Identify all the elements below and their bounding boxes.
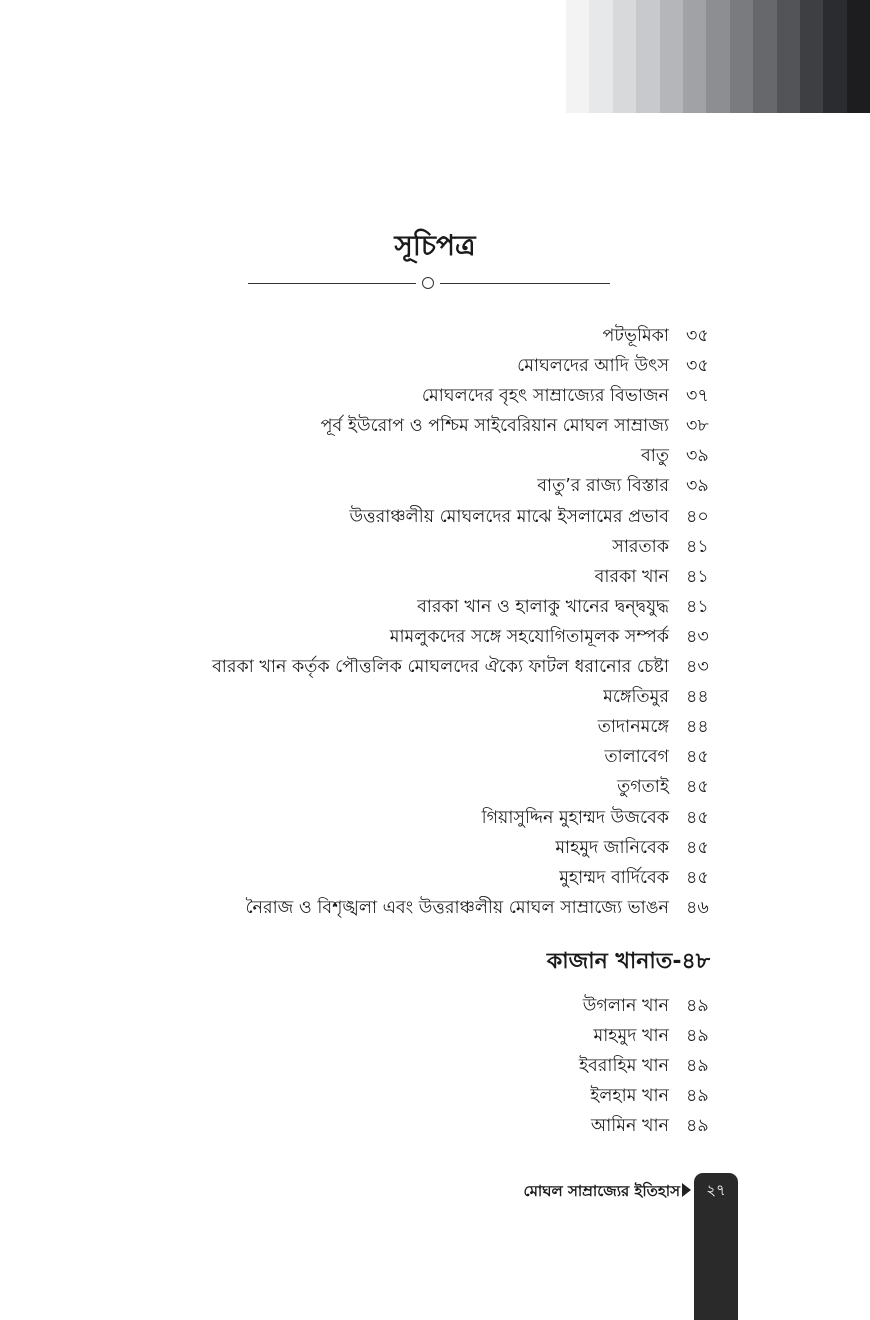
toc-entry-page: ৩৫ bbox=[686, 326, 709, 346]
page-number-tab bbox=[694, 1173, 738, 1320]
toc-entry-title: ইলহাম খান bbox=[590, 1086, 669, 1107]
footer-book-title: মোঘল সাম্রাজ্যের ইতিহাস bbox=[523, 1182, 680, 1200]
toc-entry[interactable] bbox=[0, 441, 870, 471]
toc-entry-page: ৪১ bbox=[686, 596, 709, 617]
toc-entry-title: মাহমুদ জানিবেক bbox=[555, 837, 669, 858]
toc-entry[interactable] bbox=[0, 532, 870, 562]
toc-entry-page: ৩৭ bbox=[686, 386, 709, 407]
gradient-swatch bbox=[753, 0, 776, 113]
toc-entry-page: ৪১ bbox=[686, 566, 709, 587]
toc-entry[interactable] bbox=[0, 592, 870, 622]
toc-entry-title: সারতাক bbox=[612, 536, 669, 557]
toc-entry[interactable] bbox=[0, 652, 870, 682]
toc-entry-title: মোঘলদের আদি উৎস bbox=[517, 356, 669, 377]
toc-entry-title: মাহমুদ খান bbox=[593, 1026, 669, 1047]
toc-entry-title: নৈরাজ ও বিশৃঙ্খলা এবং উত্তরাঞ্চলীয় মোঘল সাম্রাজ্যে ভাঙন bbox=[245, 897, 669, 918]
toc-entry-page: ৪৫ bbox=[686, 747, 709, 768]
toc-entry-page: ৩৯ bbox=[686, 446, 709, 467]
ornament-line-left bbox=[248, 283, 416, 284]
toc-entry[interactable] bbox=[0, 471, 870, 501]
footer-arrow-icon bbox=[682, 1183, 691, 1197]
toc-entry[interactable] bbox=[0, 1081, 870, 1111]
toc-entry-page: ৪৯ bbox=[686, 1026, 709, 1047]
toc-entry[interactable] bbox=[0, 712, 870, 742]
toc-entry-title: পটভূমিকা bbox=[602, 326, 669, 346]
toc-entry-page: ৪৫ bbox=[686, 837, 709, 858]
toc-entry-title: বারকা খান কর্তৃক পৌত্তলিক মোঘলদের ঐক্যে ফাটল ধরানোর চেষ্টা bbox=[212, 657, 669, 678]
gradient-swatch bbox=[683, 0, 706, 113]
toc-entry-title: উগলান খান bbox=[582, 996, 669, 1016]
toc-entry-page: ৩৫ bbox=[686, 356, 709, 377]
toc-entry[interactable] bbox=[0, 622, 870, 652]
toc-entry[interactable] bbox=[0, 381, 870, 411]
toc-entry-title: মঙ্গেতিমুর bbox=[603, 687, 669, 708]
toc-list bbox=[0, 321, 870, 923]
gradient-swatch bbox=[636, 0, 659, 113]
gradient-swatch bbox=[566, 0, 589, 113]
toc-entry[interactable] bbox=[0, 772, 870, 802]
toc-entry-page: ৪৫ bbox=[686, 777, 709, 798]
toc-entry-title: তাদানমঙ্গে bbox=[597, 717, 669, 738]
toc-entry-title: আমিন খান bbox=[590, 1116, 669, 1137]
toc-entry-page: ৪০ bbox=[686, 506, 709, 527]
toc-entry-title: বারকা খান ও হালাকু খানের দ্বন্দ্বযুদ্ধ bbox=[417, 596, 669, 617]
header-gradient-bar bbox=[566, 0, 870, 113]
toc-list-section bbox=[0, 991, 870, 1141]
toc-entry-title: পূর্ব ইউরোপ ও পশ্চিম সাইবেরিয়ান মোঘল সাম্রাজ্য bbox=[320, 416, 669, 437]
toc-entry-title: উত্তরাঞ্চলীয় মোঘলদের মাঝে ইসলামের প্রভাব bbox=[349, 506, 669, 527]
toc-entry-title: মোঘলদের বৃহৎ সাম্রাজ্যের বিভাজন bbox=[421, 386, 669, 407]
toc-entry[interactable] bbox=[0, 1051, 870, 1081]
toc-entry-title: বাতু’র রাজ্য বিস্তার bbox=[537, 476, 669, 497]
toc-entry-title: বারকা খান bbox=[594, 566, 669, 587]
toc-entry-title: তুগতাই bbox=[617, 777, 669, 798]
toc-entry-title: তালাবেগ bbox=[604, 747, 669, 768]
toc-entry-page: ৪৯ bbox=[686, 1086, 709, 1107]
toc-entry[interactable] bbox=[0, 893, 870, 923]
toc-entry-title: মামলুকদের সঙ্গে সহযোগিতামূলক সম্পর্ক bbox=[389, 626, 669, 647]
gradient-swatch bbox=[730, 0, 753, 113]
toc-entry[interactable] bbox=[0, 502, 870, 532]
gradient-swatch bbox=[706, 0, 729, 113]
toc-entry-page: ৩৯ bbox=[686, 476, 709, 497]
ornament-line-right bbox=[440, 283, 610, 284]
toc-entry-page: ৪১ bbox=[686, 536, 709, 557]
toc-entry-title: মুহাম্মদ বার্দিবেক bbox=[559, 867, 669, 888]
toc-entry-page: ৩৮ bbox=[686, 416, 709, 437]
toc-entry-page: ৪৪ bbox=[686, 717, 709, 738]
toc-entry[interactable] bbox=[0, 833, 870, 863]
toc-entry[interactable] bbox=[0, 351, 870, 381]
toc-entry-page: ৪৫ bbox=[686, 807, 709, 828]
toc-entry-page: ৪৫ bbox=[686, 867, 709, 888]
toc-entry-page: ৪৯ bbox=[686, 1056, 709, 1077]
toc-entry-title: গিয়াসুদ্দিন মুহাম্মদ উজবেক bbox=[481, 807, 669, 828]
title-ornament bbox=[248, 276, 610, 290]
toc-entry[interactable] bbox=[0, 682, 870, 712]
toc-entry-page: ৪৬ bbox=[686, 897, 709, 918]
gradient-swatch bbox=[777, 0, 800, 113]
gradient-swatch bbox=[847, 0, 870, 113]
toc-entry[interactable] bbox=[0, 1111, 870, 1141]
toc-entry-page: ৪৩ bbox=[686, 626, 709, 647]
toc-entry-page: ৪৯ bbox=[686, 996, 709, 1016]
toc-entry-title: ইবরাহিম খান bbox=[578, 1056, 669, 1077]
gradient-swatch bbox=[823, 0, 846, 113]
toc-entry[interactable] bbox=[0, 1021, 870, 1051]
toc-entry[interactable] bbox=[0, 863, 870, 893]
section-heading[interactable]: কাজান খানাত-৪৮ bbox=[546, 949, 710, 974]
page-title: সূচিপত্র bbox=[394, 229, 476, 262]
toc-entry-page: ৪৪ bbox=[686, 687, 709, 708]
toc-entry[interactable] bbox=[0, 991, 870, 1021]
gradient-swatch bbox=[800, 0, 823, 113]
ornament-circle bbox=[422, 277, 434, 289]
toc-entry[interactable] bbox=[0, 803, 870, 833]
toc-entry-page: ৪৩ bbox=[686, 657, 709, 678]
gradient-swatch bbox=[660, 0, 683, 113]
toc-entry[interactable] bbox=[0, 321, 870, 351]
gradient-swatch bbox=[589, 0, 612, 113]
toc-entry[interactable] bbox=[0, 742, 870, 772]
toc-entry-title: বাতু bbox=[641, 446, 669, 467]
toc-entry[interactable] bbox=[0, 562, 870, 592]
gradient-swatch bbox=[613, 0, 636, 113]
page-number: ২৭ bbox=[706, 1181, 726, 1199]
toc-entry-page: ৪৯ bbox=[686, 1116, 709, 1137]
toc-entry[interactable] bbox=[0, 411, 870, 441]
